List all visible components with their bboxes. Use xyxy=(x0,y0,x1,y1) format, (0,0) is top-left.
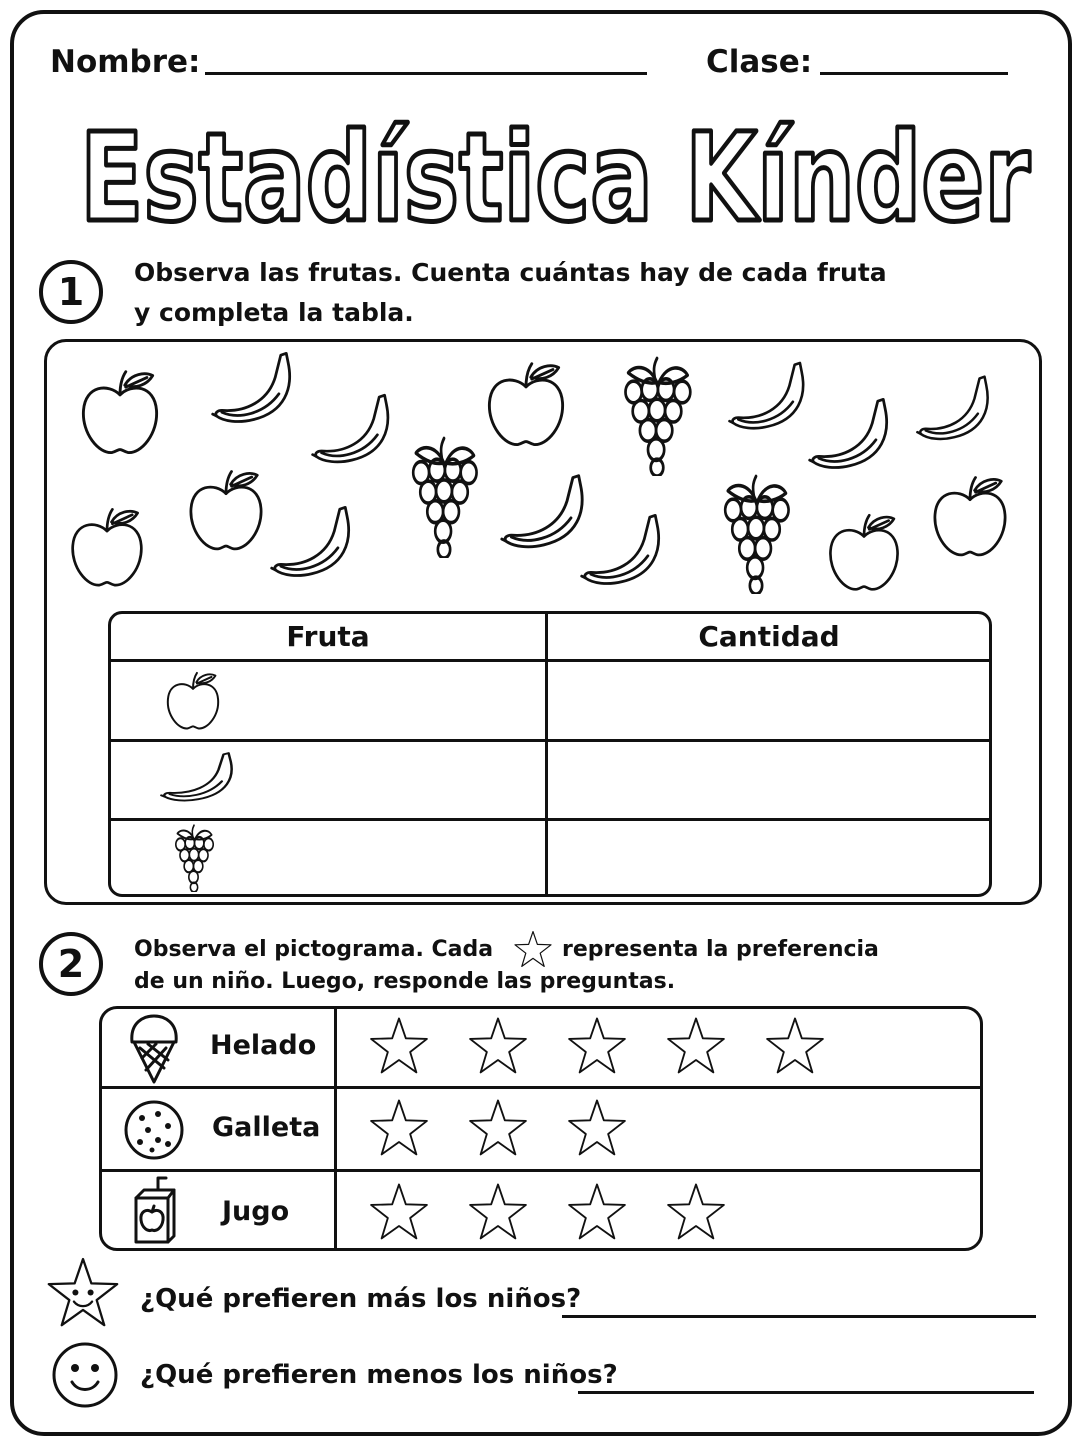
ice-cream-icon xyxy=(126,1012,182,1084)
question-most-preferred: ¿Qué prefieren más los niños? xyxy=(140,1284,582,1314)
section-2-number: 2 xyxy=(39,932,103,996)
class-field[interactable] xyxy=(820,72,1008,75)
grapes-icon xyxy=(712,474,800,594)
star-icon xyxy=(467,1098,529,1160)
star-icon xyxy=(467,1182,529,1244)
banana-icon xyxy=(804,392,900,484)
star-icon xyxy=(665,1182,727,1244)
table-header-quantity: Cantidad xyxy=(698,620,840,653)
banana-icon xyxy=(200,346,310,438)
star-icon xyxy=(368,1098,430,1160)
quantity-answer-banana[interactable] xyxy=(548,742,990,818)
apple-icon xyxy=(820,508,908,600)
section-1-instruction-line1: Observa las frutas. Cuenta cuántas hay de cada fruta xyxy=(134,258,887,287)
section-1-instruction-line2: y completa la tabla. xyxy=(134,298,414,327)
pictogram-label-galleta: Galleta xyxy=(212,1112,321,1143)
name-label: Nombre: xyxy=(50,44,201,80)
quantity-answer-apple[interactable] xyxy=(548,662,990,739)
grapes-icon xyxy=(168,824,220,892)
star-icon xyxy=(368,1182,430,1244)
banana-icon xyxy=(268,496,360,596)
star-icon xyxy=(467,1016,529,1078)
question-least-preferred: ¿Qué prefieren menos los niños? xyxy=(140,1360,618,1390)
banana-icon xyxy=(158,748,242,812)
banana-icon xyxy=(300,388,408,478)
grapes-icon xyxy=(612,356,702,476)
quantity-answer-grapes[interactable] xyxy=(548,821,990,896)
section-1-number: 1 xyxy=(39,260,103,324)
star-icon xyxy=(566,1016,628,1078)
juice-box-icon xyxy=(128,1176,180,1246)
smiling-star-icon xyxy=(44,1256,122,1332)
apple-icon xyxy=(72,366,168,462)
apple-icon xyxy=(478,358,574,454)
smiley-face-icon xyxy=(50,1340,120,1410)
apple-icon xyxy=(924,470,1016,566)
star-icon xyxy=(566,1098,628,1160)
banana-icon xyxy=(578,508,670,600)
answer-least-preferred[interactable] xyxy=(578,1391,1034,1394)
cookie-icon xyxy=(122,1098,186,1162)
page-title xyxy=(0,92,1086,252)
grapes-icon xyxy=(400,436,488,558)
banana-icon xyxy=(914,362,998,462)
table-header-fruit: Fruta xyxy=(286,620,370,653)
section-2-instruction-line2: de un niño. Luego, responde las preguntas. xyxy=(134,969,676,994)
name-field[interactable] xyxy=(205,72,647,75)
star-icon xyxy=(764,1016,826,1078)
star-icon xyxy=(566,1182,628,1244)
answer-most-preferred[interactable] xyxy=(562,1315,1036,1318)
pictogram-label-jugo: Jugo xyxy=(222,1196,290,1227)
page-title-text: Estadística Kínder xyxy=(80,107,1030,249)
section-2-instruction-part2: representa la preferencia xyxy=(562,937,879,962)
apple-icon xyxy=(62,502,152,596)
star-icon xyxy=(368,1016,430,1078)
pictogram-label-helado: Helado xyxy=(210,1030,317,1061)
apple-icon xyxy=(180,464,272,560)
section-2-instruction-part1: Observa el pictograma. Cada xyxy=(134,937,494,962)
apple-icon xyxy=(160,668,226,736)
star-icon xyxy=(665,1016,727,1078)
class-label: Clase: xyxy=(706,44,813,80)
